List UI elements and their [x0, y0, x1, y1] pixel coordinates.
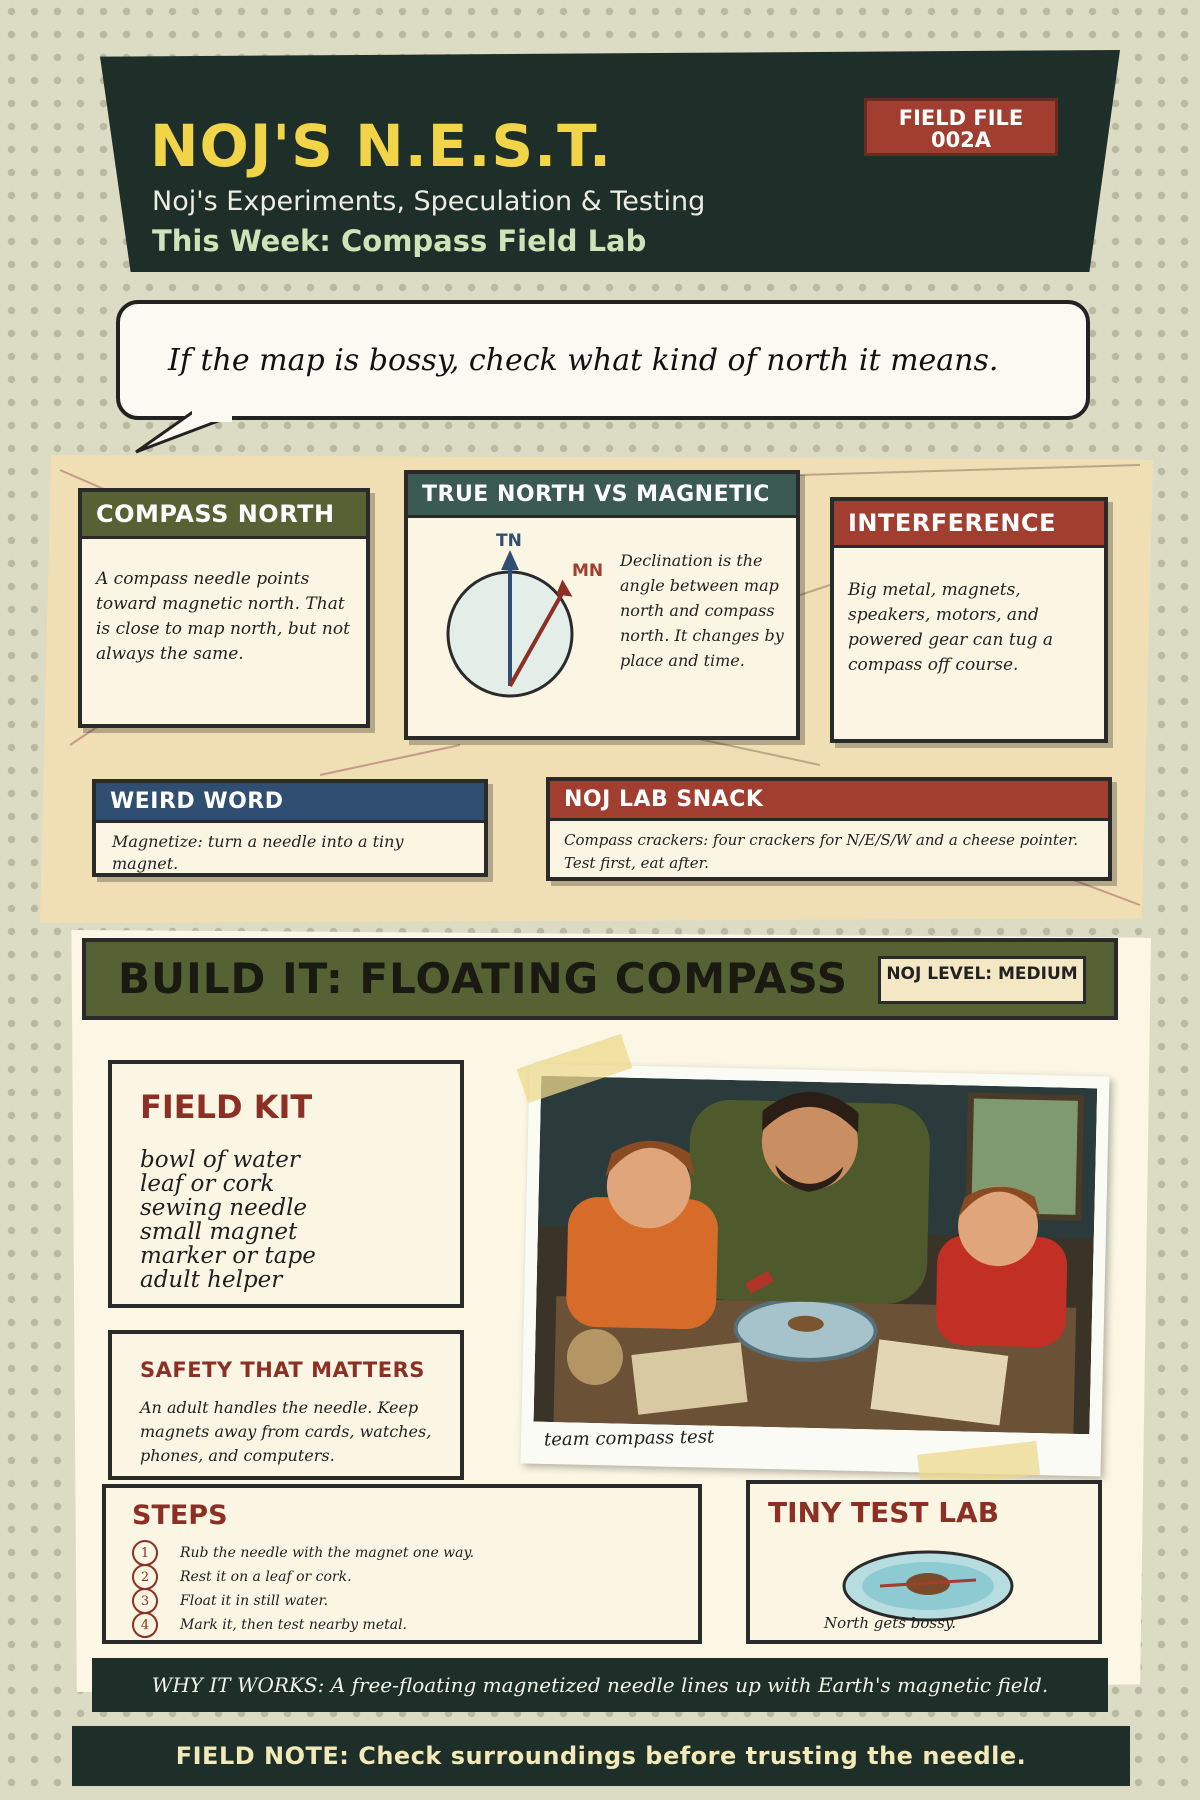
steps-title: STEPS	[132, 1500, 228, 1531]
interference-card	[830, 497, 1108, 743]
list-item: sewing needle	[140, 1195, 308, 1221]
steps-box	[102, 1484, 702, 1644]
safety-box	[108, 1330, 464, 1480]
field-kit-title: FIELD KIT	[140, 1088, 313, 1126]
card-title: INTERFERENCE	[834, 501, 1104, 548]
photo-caption: team compass test	[543, 1426, 715, 1451]
field-note-text: FIELD NOTE: Check surroundings before trusting the needle.	[175, 1742, 1027, 1770]
safety-text: An adult handles the needle. Keep magnets away from cards, watches, phones, and computers.	[140, 1398, 432, 1465]
quote-bubble	[116, 300, 1090, 420]
photo-polaroid	[521, 1063, 1110, 1476]
step-text: Float it in still water.	[180, 1593, 329, 1609]
why-text: WHY IT WORKS: A free-floating magnetized needle lines up with Earth's magnetic field.	[151, 1673, 1049, 1697]
quote-text: If the map is bossy, check what kind of north it means.	[168, 342, 999, 378]
list-item: bowl of water	[140, 1147, 300, 1173]
list-item: marker or tape	[140, 1243, 316, 1269]
week-topic: This Week: Compass Field Lab	[152, 224, 647, 258]
safety-title: SAFETY THAT MATTERS	[140, 1358, 425, 1382]
compass-north-card	[78, 488, 370, 728]
build-title: BUILD IT: FLOATING COMPASS	[118, 954, 849, 1003]
card-text: Magnetize: turn a needle into a tiny magnet.	[112, 832, 404, 873]
step-text: Rest it on a leaf or cork.	[180, 1569, 352, 1585]
true-vs-magnetic-card	[404, 470, 800, 740]
weird-word-card	[92, 779, 488, 877]
card-text: Compass crackers: four crackers for N/E/S/W and a cheese pointer. Test first, eat after.	[564, 831, 1079, 872]
list-item: leaf or cork	[140, 1171, 275, 1197]
workshop-photo	[533, 1076, 1097, 1435]
card-title: NOJ LAB SNACK	[550, 781, 1108, 821]
tiny-test-lab-box	[746, 1480, 1102, 1644]
family-experiment-illustration-icon	[533, 1076, 1097, 1435]
step-number: 3	[132, 1588, 158, 1614]
field-file-badge: FIELD FILE 002A	[864, 98, 1058, 156]
step-number: 4	[132, 1612, 158, 1638]
list-item: adult helper	[140, 1267, 283, 1293]
card-text: Declination is the angle between map north and compass north. It changes by place and time.	[620, 551, 784, 670]
step-number: 1	[132, 1540, 158, 1566]
step-item	[132, 1564, 352, 1590]
field-note-bar	[72, 1726, 1130, 1786]
why-it-works-bar	[92, 1658, 1108, 1712]
step-item	[132, 1540, 474, 1566]
card-text: A compass needle points toward magnetic north. That is close to map north, but not always the same.	[96, 569, 350, 664]
card-title: TRUE NORTH VS MAGNETIC	[408, 474, 796, 518]
field-kit-box	[108, 1060, 464, 1308]
tn-label: TN	[496, 531, 522, 551]
speech-tail-icon	[132, 398, 232, 454]
field-kit-list	[140, 1148, 316, 1292]
tiny-test-caption: North gets bossy.	[824, 1614, 957, 1632]
step-text: Rub the needle with the magnet one way.	[180, 1545, 475, 1561]
card-title: COMPASS NORTH	[82, 492, 366, 539]
difficulty-badge: NOJ LEVEL: MEDIUM	[878, 956, 1086, 1004]
mn-label: MN	[572, 561, 604, 581]
card-title: WEIRD WORD	[96, 783, 484, 823]
declination-compass-icon	[444, 526, 624, 716]
list-item: small magnet	[140, 1219, 298, 1245]
step-text: Mark it, then test nearby metal.	[180, 1617, 408, 1633]
tiny-test-title: TINY TEST LAB	[768, 1496, 1000, 1529]
page-title: NOJ'S N.E.S.T.	[150, 112, 612, 180]
lab-snack-card	[546, 777, 1112, 881]
card-text: Big metal, magnets, speakers, motors, and powered gear can tug a compass off course.	[848, 580, 1054, 675]
step-number: 2	[132, 1564, 158, 1590]
page-subtitle: Noj's Experiments, Speculation & Testing	[152, 186, 706, 217]
step-item	[132, 1588, 328, 1614]
step-item	[132, 1612, 407, 1638]
